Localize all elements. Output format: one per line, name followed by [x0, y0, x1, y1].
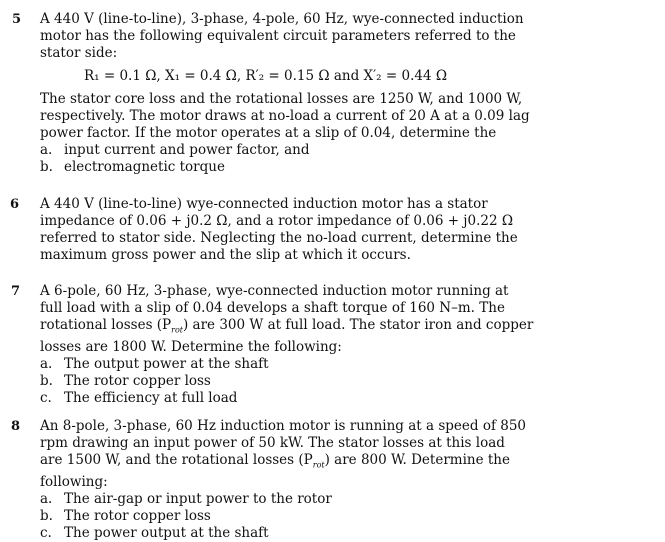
text-line: rotational losses $(P_{rot})$ are 300 W at full load. The stator iron and copper: [40, 317, 534, 335]
text-line: A 440 V (line-to-line) wye-connected induction motor has a stator: [40, 196, 488, 212]
list-item: b. electromagnetic torque: [40, 159, 225, 175]
text-line: rpm drawing an input power of 50 kW. The stator losses at this load: [40, 435, 505, 451]
text-line: following:: [40, 473, 108, 490]
list-item: b. The rotor copper loss: [40, 507, 211, 524]
problem-text: [40, 11, 620, 176]
list-item: a. input current and power factor, and: [40, 142, 310, 158]
problem-number: 7: [11, 284, 21, 299]
problem-number: 5: [12, 12, 22, 27]
text-line: respectively. The motor draws at no-load a current of 20 A at a 0.09 lag: [40, 108, 530, 124]
list-item: a. The air-gap or input power to the rotor: [40, 490, 332, 507]
problem-number: 6: [10, 197, 20, 212]
text-line: are 1500 W, and the rotational losses $(P_{rot})$ are 800 W. Determine the: [40, 452, 510, 470]
text-line: A 440 V (line-to-line), 3-phase, 4-pole, 60 Hz, wye-connected induction: [40, 11, 524, 27]
text-line: The stator core loss and the rotational losses are 1250 W, and 1000 W,: [40, 91, 523, 107]
text-line: losses are 1800 W. Determine the following:: [40, 338, 342, 355]
list-item: c. The efficiency at full load: [40, 389, 238, 406]
text-line: An 8-pole, 3-phase, 60 Hz induction motor is running at a speed of 850: [40, 418, 527, 434]
list-item: b. The rotor copper loss: [40, 372, 211, 389]
text-line: power factor. If the motor operates at a slip of 0.04, determine the: [40, 125, 497, 141]
text-line: full load with a slip of 0.04 develops a shaft torque of 160 N–m. The: [40, 300, 505, 316]
text-line: impedance of 0.06 + j0.2 Ω, and a rotor impedance of 0.06 + j0.22 Ω: [40, 213, 514, 229]
sub-question-list: [40, 356, 620, 407]
list-item: c. The power output at the shaft: [40, 524, 269, 541]
text-line: stator side:: [40, 45, 118, 61]
sub-question-list: [40, 142, 620, 176]
text-line: maximum gross power and the slip at which it occurs.: [40, 247, 411, 263]
problem-text: [40, 196, 620, 264]
text-line: referred to stator side. Neglecting the no-load current, determine the: [40, 230, 518, 246]
list-item: a. The output power at the shaft: [40, 355, 269, 372]
problem-text: [40, 418, 620, 542]
problem-number: 8: [11, 419, 21, 434]
text-line: motor has the following equivalent circuit parameters referred to the: [40, 28, 516, 44]
parameter-equation: R₁ = 0.1 Ω, X₁ = 0.4 Ω, R′₂ = 0.15 Ω and X′₂ = 0.44 Ω: [84, 68, 448, 84]
sub-question-list: [40, 491, 620, 542]
text-line: A 6-pole, 60 Hz, 3-phase, wye-connected induction motor running at: [40, 283, 509, 299]
problem-text: [40, 283, 620, 407]
